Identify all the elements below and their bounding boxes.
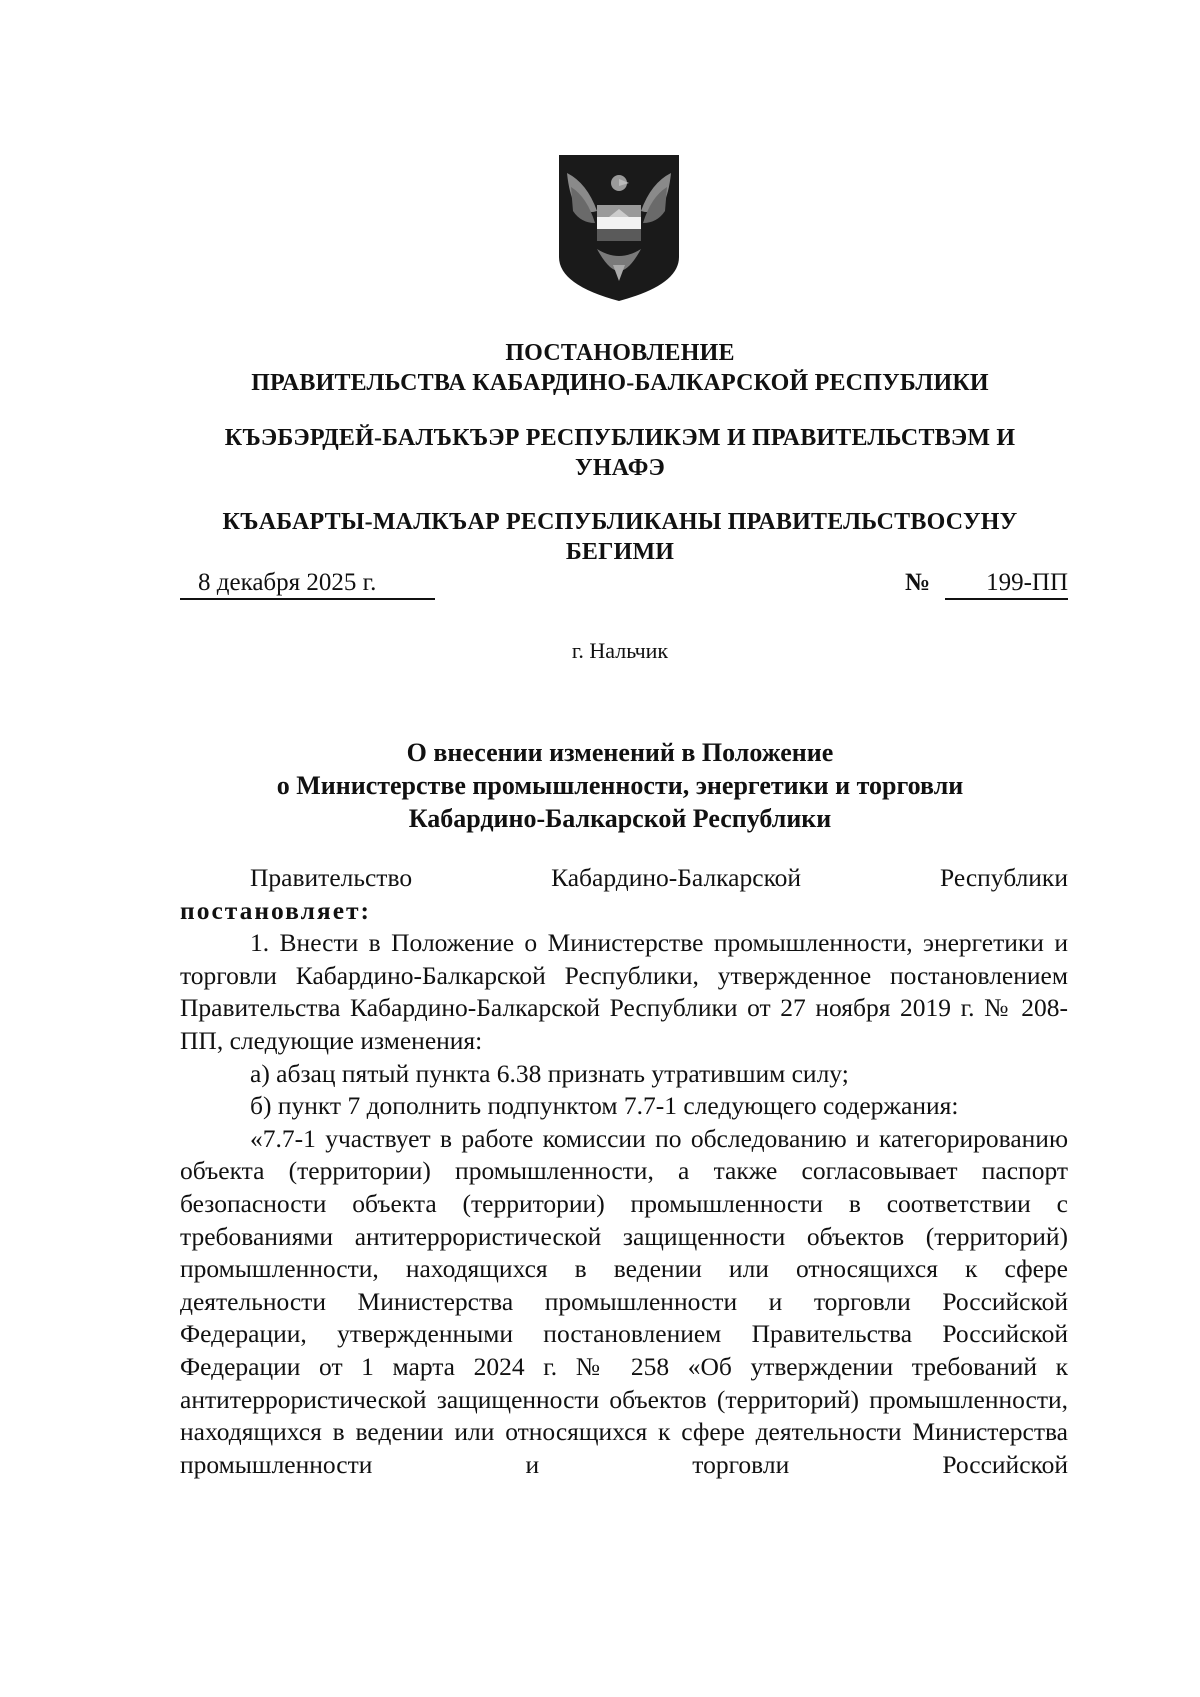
decree-number-block [905, 568, 1068, 598]
number-sign: № [905, 569, 931, 596]
item-a: а) абзац пятый пункта 6.38 признать утратившим силу; [250, 1058, 849, 1088]
preamble-word-kbr: Кабардино-Балкарской [551, 863, 802, 892]
item-b: б) пункт 7 дополнить подпунктом 7.7-1 следующего содержания: [250, 1091, 959, 1121]
header-kabardian: КЪЭБЭРДЕЙ-БАЛЪКЪЭР РЕСПУБЛИКЭМ И ПРАВИТЕЛЬСТВЭМ И УНАФЭ [224, 425, 1016, 481]
title-line1: О внесении изменений в Положение [406, 738, 834, 767]
preamble-word-republic: Республики [940, 863, 1068, 892]
title-line2: о Министерстве промышленности, энергетики и торговли [276, 771, 964, 800]
city-name: г. Нальчик [571, 638, 669, 663]
header-title-line2: ПРАВИТЕЛЬСТВА КАБАРДИНО-БАЛКАРСКОЙ РЕСПУБЛИКИ [251, 370, 989, 396]
document-body [180, 862, 1068, 1481]
preamble-line [180, 862, 1068, 895]
header-balkar: КЪАБАРТЫ-МАЛКЪАР РЕСПУБЛИКАНЫ ПРАВИТЕЛЬСТВОСУНУ БЕГИМИ [222, 509, 1018, 565]
decree-date: 8 декабря 2025 г. [180, 568, 435, 600]
decree-word: постановляет: [180, 895, 372, 925]
header-title-line1: ПОСТАНОВЛЕНИЕ [505, 340, 735, 366]
coat-of-arms-emblem [557, 153, 681, 303]
document-title [180, 736, 1060, 835]
decree-number: 199-ПП [945, 568, 1068, 600]
item-1: 1. Внести в Положение о Министерстве промышленности, энергетики и торговли Кабардино-Балкарской Республики, утвержденное постановлением Правительства Кабардино-Балкарской Республики от 27 ноября 2019 г. № 208-ПП, следующие изменения: [180, 928, 1068, 1055]
item-7-7-1: «7.7-1 участвует в работе комиссии по обследованию и категорированию объекта (территории) промышленности, а также согласовывает паспорт безопасности объекта (территории) промышленности в соответствии с требованиями антитеррористической защищенности объектов (территорий) промышленности, находящихся в ведении или относящихся к сфере деятельности Министерства промышленности и торговли Российской Федерации, утвержденными постановлением Правительства Российской Федерации от 1 марта 2024 г. № 258 «Об утверждении требований к антитеррористической защищенности объектов (территорий) промышленности, находящихся в ведении или относящихся к сфере деятельности Министерства промышленности и торговли Российской [180, 1123, 1068, 1479]
title-line3: Кабардино-Балкарской Республики [408, 804, 832, 833]
preamble-word-government: Правительство [250, 863, 413, 892]
